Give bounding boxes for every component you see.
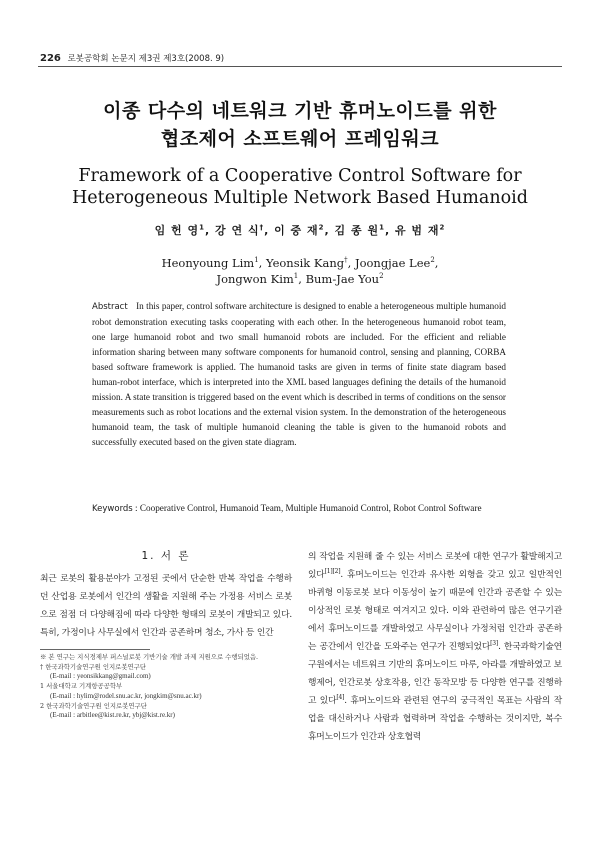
body-text-span: . 한국과학기술연구원에서는 네트워크 기반의 휴머노이드 마루, 아라를 개발하였고 보행제어, 인간로봇 상호작용, 인간 동작모방 등 다양한 연구를 진행하고 있다	[308, 642, 562, 706]
footnote-affiliation: 1 서울대학교 기계항공공학부	[40, 682, 123, 691]
keywords-separator: :	[132, 503, 140, 513]
footnote-rule	[40, 649, 150, 650]
body-text-span: 의 작업을 지원해 줄 수 있는 서비스 로봇에 대한 연구가 활발해지고 있다	[308, 552, 562, 580]
keywords-text: Cooperative Control, Humanoid Team, Multiple Humanoid Control, Robot Control Software	[139, 503, 482, 513]
author-en-name: Joongjae Lee	[354, 256, 431, 270]
author-en-mark: 1	[293, 272, 299, 281]
journal-name: 로봇공학회 논문지 제3권 제3호(2008. 9)	[67, 54, 225, 64]
authors-korean: 임 헌 영$^1$, 강 연 식†, 이 중 재$^2$, 김 종 원$^1$, 유 범 재$^2$	[154, 223, 446, 237]
introduction-text-left: 최근 로봇의 활용분야가 고정된 곳에서 단순한 반복 작업을 수행하던 산업용 로봇에서 인간의 생활을 지원해 주는 가정용 서비스 로봇으로 점점 더 다양해짐에 따라 다양한 형태의 로봇이 개발되고 있다. 특히, 가정이나 사무실에서 인간과 공존하며 청소, 가사 등 인간	[40, 574, 292, 638]
footnote-affiliation: † 한국과학기술연구원 인지로봇연구단	[40, 662, 147, 671]
title-english-line-1: Framework of a Cooperative Control Software for	[78, 166, 522, 186]
header-rule	[38, 66, 562, 67]
footnote-affiliation: 2 한국과학기술연구원 인지로봇연구단	[40, 701, 147, 710]
body-text-span: . 휴머노이드는 인간과 유사한 외형을 갖고 있고 일반적인 바퀴형 이동로봇 보다 이동성이 높기 때문에 인간과 공존할 수 있는 이상적인 로봇 형태로 여겨지고 있다. 이와 관련하여 많은 연구기관에서 휴머노이드를 개발하였고 사무실이나 가정처럼 인간과 공존하는 공간에서 인간을 도와주는 연구가 진행되었다	[308, 570, 562, 652]
authors-english-line-1: Heonyoung Lim$^1$, Yeonsik Kang†, Joongjae Lee$^2$,	[161, 256, 439, 270]
abstract	[92, 299, 506, 450]
author-en-name: Bum-Jae You	[305, 272, 380, 286]
citation-ref: [1][2]	[324, 568, 341, 576]
author-ko-mark: 1	[379, 223, 385, 232]
citation-ref: [4]	[336, 694, 345, 702]
author-en-name: Yeonsik Kang	[265, 256, 345, 270]
author-ko-mark: 2	[439, 223, 446, 232]
section-title-introduction: 1. 서 론	[141, 550, 191, 562]
page-number: 226	[40, 53, 61, 64]
author-en-mark: †	[344, 256, 348, 265]
author-ko-name: 김 종 원	[334, 224, 380, 237]
introduction-text-right	[308, 548, 562, 746]
citation-ref: [3]	[490, 640, 499, 648]
author-ko-mark: †	[259, 223, 265, 232]
abstract-text: In this paper, control software architecture is designed to enable a heterogeneous multiple humanoid robot demonstration executing tasks cooperating with each other. In the heterogeneous humanoid robot team, one large humanoid robot and two small humanoid robots are included. For the efficient and reliable information sharing between many software components for humanoid control, sensing and planning, CORBA based software framework is applied. The humanoid tasks are given in terms of finite state diagram based human-robot interface, which is interpreted into the XML based languages defining the details of the humanoid mission. A state transition is triggered based on the event which is described in terms of conditions on the sensor measurements such as robot locations and the external vision system. In the demonstration of the heterogeneous humanoid team, the task of multiple humanoid cleaning the table is given to the humanoid robots and successfully executed based on the given state diagram.	[92, 301, 506, 447]
author-en-mark: 2	[430, 256, 435, 265]
author-ko-name: 이 중 재	[274, 224, 319, 237]
footnote-funding: ※ 본 연구는 지식경제부 퍼스널로봇 기반기술 개발 과제 지원으로 수행되었음.	[40, 653, 259, 661]
author-en-mark: 2	[379, 272, 384, 281]
authors-english-line-2: Jongwon Kim$^1$, Bum-Jae You$^2$	[216, 272, 384, 286]
author-ko-name: 임 헌 영	[154, 224, 200, 237]
author-en-name: Heonyoung Lim	[161, 256, 255, 270]
title-korean-line-1: 이종 다수의 네트워크 기반 휴머노이드를 위한	[103, 100, 497, 122]
keywords	[92, 503, 522, 514]
title-korean-line-2: 협조제어 소프트웨어 프레임워크	[160, 128, 440, 150]
author-ko-mark: 2	[318, 223, 325, 232]
author-en-mark: 1	[254, 256, 259, 265]
footnote-email: (E-mail : hylim@rodel.snu.ac.kr, jongkim@snu.ac.kr)	[50, 691, 202, 700]
column-right	[308, 548, 562, 746]
running-head	[40, 52, 224, 64]
abstract-label: Abstract	[92, 302, 128, 312]
body-text-span: . 휴머노이드와 관련된 연구의 궁극적인 목표는 사람의 작업을 대신하거나 사람과 협력하며 작업을 수행하는 것이지만, 복수 휴머노이드가 인간과 상호협력	[308, 696, 562, 742]
author-ko-name: 강 연 식	[215, 224, 260, 237]
footnote-email: (E-mail : arbitlee@kist.re.kr, ybj@kist.re.kr)	[50, 711, 175, 720]
author-en-name: Jongwon Kim	[216, 272, 294, 286]
footnotes	[40, 653, 292, 721]
column-left	[40, 548, 292, 642]
author-ko-name: 유 범 재	[394, 224, 440, 237]
title-english-line-2: Heterogeneous Multiple Network Based Humanoid	[72, 188, 528, 208]
author-ko-mark: 1	[199, 223, 206, 232]
keywords-label: Keywords	[92, 504, 133, 514]
footnote-email: (E-mail : yeonsikkang@gmail.com)	[50, 672, 151, 681]
